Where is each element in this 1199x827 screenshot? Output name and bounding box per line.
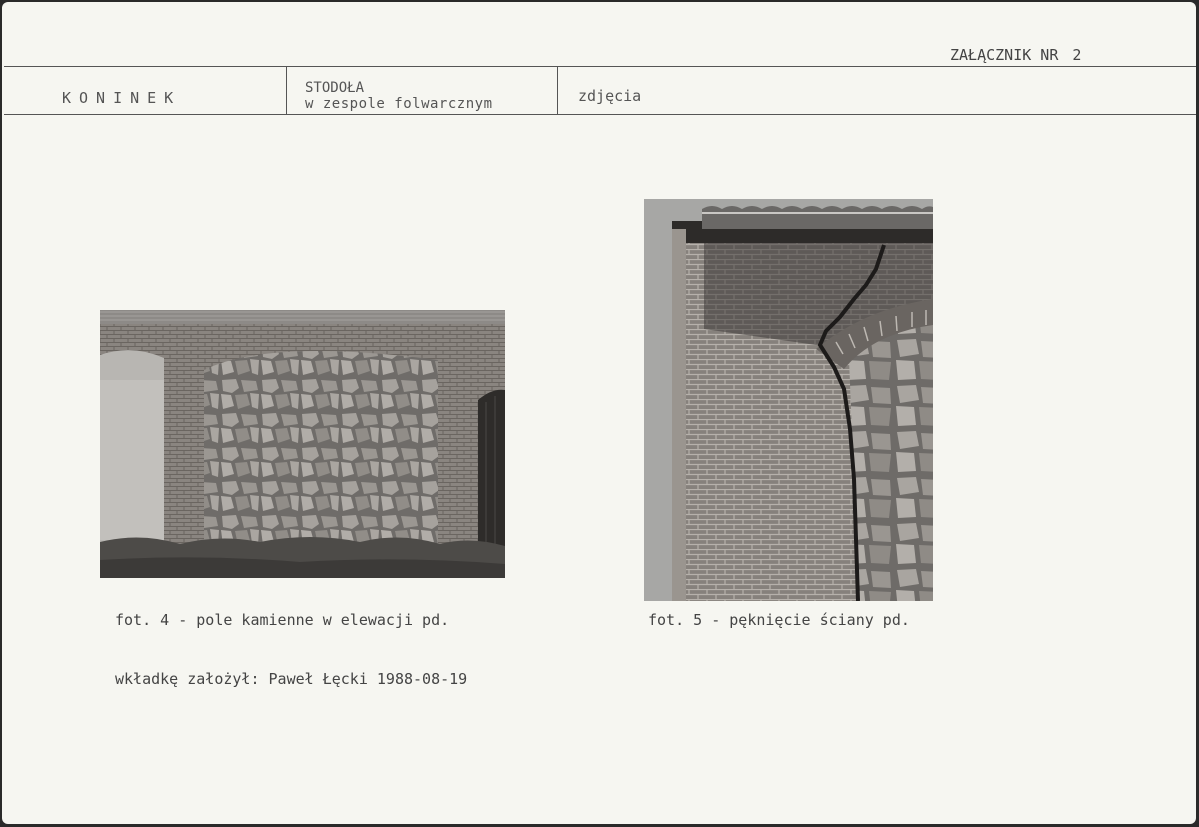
photo-caption: fot. 4 - pole kamienne w elewacji pd. xyxy=(115,611,450,629)
section-cell xyxy=(558,67,1188,114)
annex-label-text: ZAŁĄCZNIK NR xyxy=(950,46,1059,64)
place-name: KONINEK xyxy=(62,89,182,107)
photo-wall-crack xyxy=(644,199,933,601)
annex-number: 2 xyxy=(1072,46,1082,64)
header-table xyxy=(4,66,1196,115)
place-cell xyxy=(4,67,287,114)
annex-label xyxy=(950,46,1081,64)
photo-stone-field xyxy=(100,310,505,578)
photo-caption: fot. 5 - pęknięcie ściany pd. xyxy=(648,611,910,629)
section-title: zdjęcia xyxy=(578,87,642,105)
object-cell xyxy=(287,67,558,114)
author-line: wkładkę założył: Paweł Łęcki 1988-08-19 xyxy=(115,670,468,688)
object-name: STODOŁA xyxy=(305,80,365,96)
object-context: w zespole folwarcznym xyxy=(305,96,493,112)
record-card xyxy=(2,2,1196,824)
